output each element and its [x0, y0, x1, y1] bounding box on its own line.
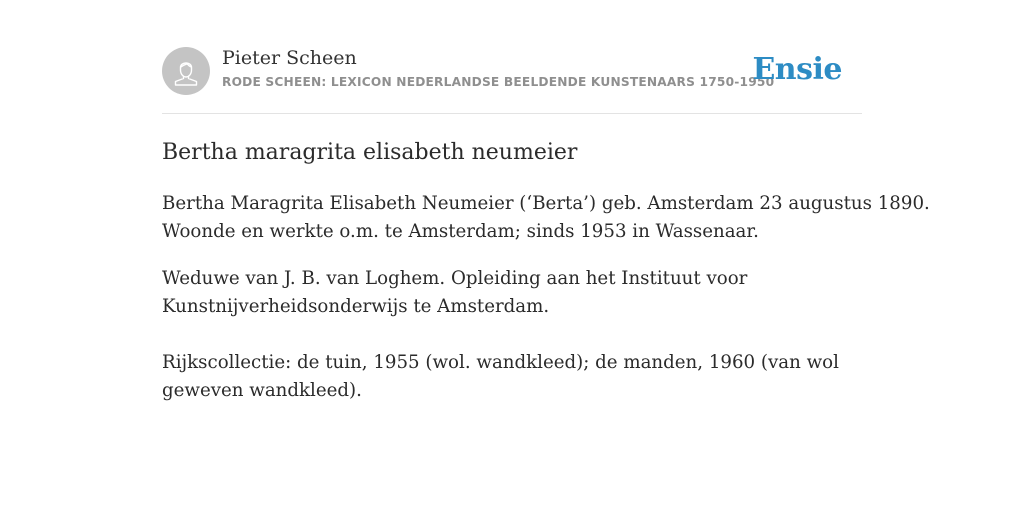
paragraph-line: Rijkscollectie: de tuin, 1955 (wol. wandkleed); de manden, 1960 (van wol — [162, 352, 839, 373]
article-title: Bertha maragrita elisabeth neumeier — [162, 140, 578, 165]
paragraph-line: Kunstnijverheidsonderwijs te Amsterdam. — [162, 296, 550, 317]
user-icon — [162, 47, 210, 95]
paragraph-line: Woonde en werkte o.m. te Amsterdam; sinds 1953 in Wassenaar. — [162, 221, 759, 242]
paragraph-line: Weduwe van J. B. van Loghem. Opleiding aan het Instituut voor — [162, 268, 748, 289]
author-name[interactable]: Pieter Scheen — [222, 47, 357, 69]
ensie-logo[interactable]: Ensie — [752, 52, 842, 87]
paragraph-birth — [162, 190, 930, 246]
source-title[interactable]: RODE SCHEEN: LEXICON NEDERLANDSE BEELDENDE KUNSTENAARS 1750-1950 — [222, 75, 775, 89]
paragraph-collection — [162, 349, 862, 405]
paragraph-line: Bertha Maragrita Elisabeth Neumeier (‘Berta’) geb. Amsterdam 23 augustus 1890. — [162, 193, 930, 214]
avatar[interactable] — [162, 47, 210, 95]
article-card — [162, 0, 930, 512]
paragraph-line: geweven wandkleed). — [162, 380, 362, 401]
article-header — [162, 46, 862, 96]
paragraph-education — [162, 265, 862, 321]
header-divider — [162, 113, 862, 114]
